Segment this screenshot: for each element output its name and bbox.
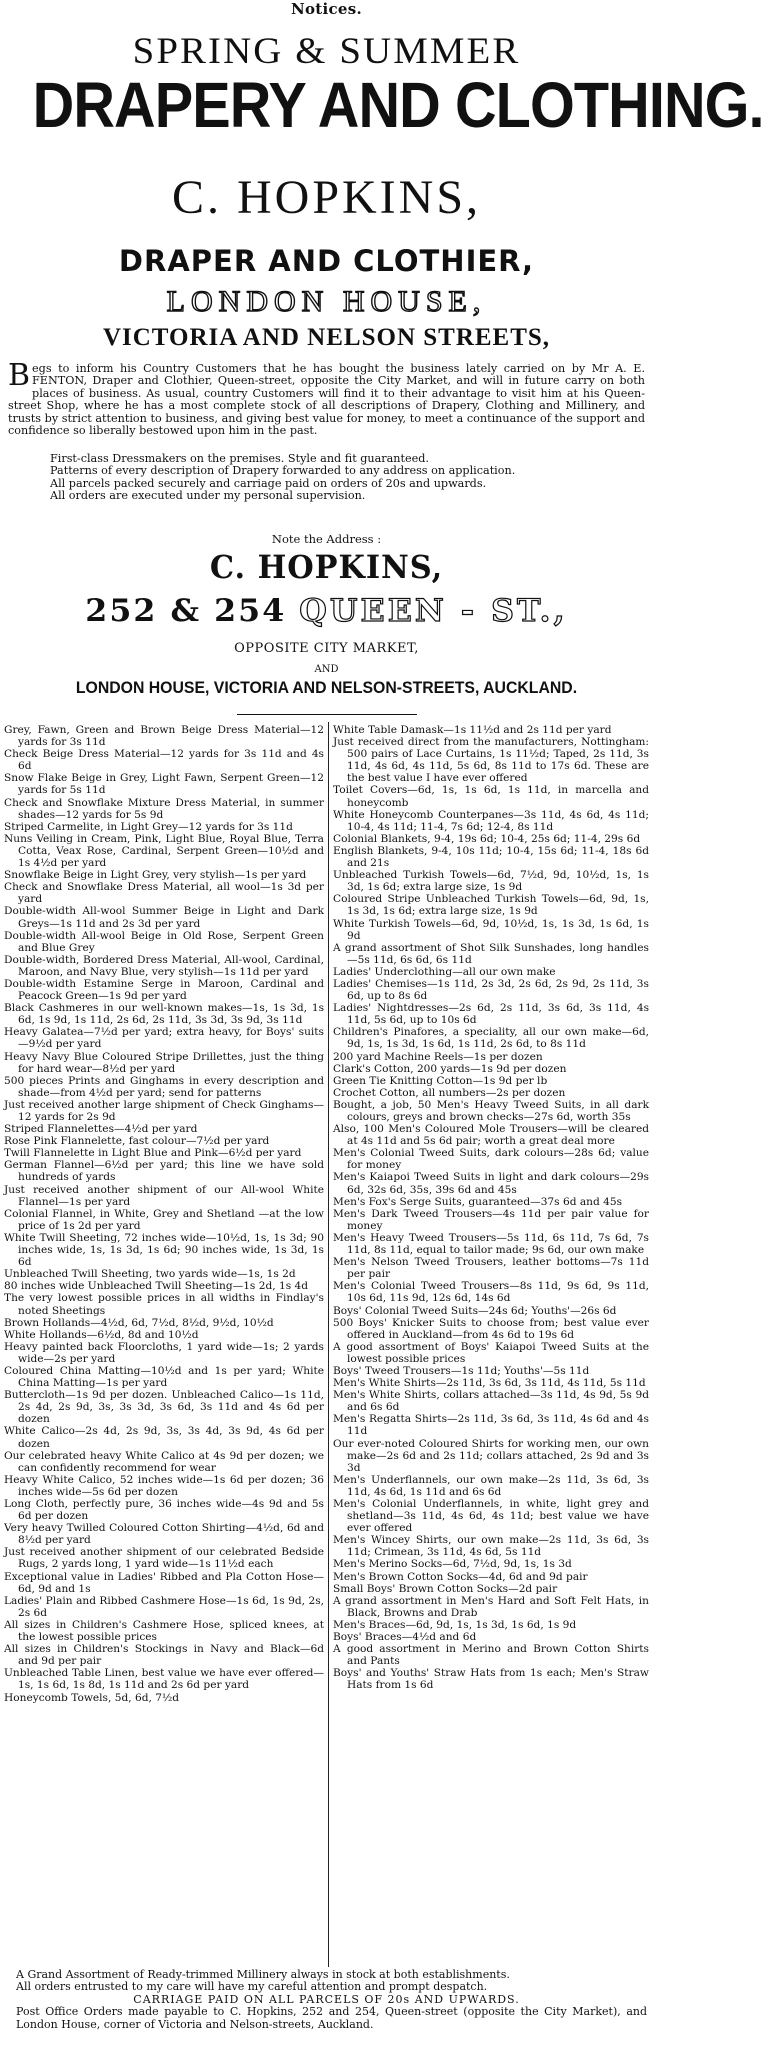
- price-list-item: Just received another large shipment of Check Ginghams—12 yards for 2s 9d: [4, 1098, 324, 1123]
- streets-heading: VICTORIA AND NELSON STREETS,: [102, 324, 551, 351]
- notes-list: [50, 453, 640, 503]
- price-list-item: Heavy Galatea—7½d per yard; extra heavy, for Boys' suits—9½d per yard: [4, 1026, 324, 1051]
- proprietor-name: C. HOPKINS,: [171, 171, 482, 224]
- price-list-item: Check and Snowflake Dress Material, all wool—1s 3d per yard: [4, 881, 324, 906]
- price-list-item: A grand assortment of Shot Silk Sunshades, long handles—5s 11d, 6s 6d, 6s 11d: [333, 941, 649, 966]
- price-list-item: Men's Colonial Underflannels, in white, light grey and shetland—3s 11d, 4s 6d, 4s 11d; best value we have ever offered: [333, 1498, 649, 1535]
- price-list-item: Double-width, Bordered Dress Material, All-wool, Cardinal, Maroon, and Navy Blue, very stylish—1s 11d per yard: [4, 953, 324, 978]
- price-list-item: Unbleached Table Linen, best value we have ever offered—1s, 1s 6d, 1s 8d, 1s 11d and 2s 6d per yard: [4, 1667, 324, 1692]
- price-list-item: Striped Flannelettes—4½d per yard: [4, 1123, 198, 1136]
- price-list-item: White Hollands—6½d, 8d and 10½d: [4, 1328, 199, 1341]
- price-list-item: Bought, a job, 50 Men's Heavy Tweed Suits, in all dark colours, greys and brown checks—27s 6d, worth 35s: [333, 1098, 649, 1123]
- intro-paragraph: [8, 358, 645, 438]
- price-list-item: Small Boys' Brown Cotton Socks—2d pair: [333, 1582, 558, 1595]
- note-line: First-class Dressmakers on the premises. Style and fit guaranteed.: [50, 452, 429, 465]
- price-list-item: Colonial Flannel, in White, Grey and Shetland —at the low price of 1s 2d per yard: [4, 1207, 324, 1232]
- price-list-item: A good assortment of Boys' Kaiapoi Tweed Suits at the lowest possible prices: [333, 1340, 649, 1365]
- price-list-item: Snow Flake Beige in Grey, Light Fawn, Serpent Green—12 yards for 5s 11d: [4, 772, 324, 797]
- price-list-item: Colonial Blankets, 9-4, 19s 6d; 10-4, 25s 6d; 11-4, 29s 6d: [333, 832, 641, 845]
- price-list-item: Clark's Cotton, 200 yards—1s 9d per dozen: [333, 1062, 567, 1075]
- price-list-item: Honeycomb Towels, 5d, 6d, 7½d: [4, 1691, 180, 1704]
- price-list-item: Heavy White Calico, 52 inches wide—1s 6d per dozen; 36 inches wide—5s 6d per dozen: [4, 1473, 324, 1498]
- price-list-item: Double-width All-wool Beige in Old Rose, Serpent Green and Blue Grey: [4, 929, 324, 954]
- price-list-item: German Flannel—6½d per yard; this line we have sold hundreds of yards: [4, 1159, 324, 1184]
- price-list-item: Just received direct from the manufacturers, Nottingham: 500 pairs of Lace Curtains, 1s 11½d; Taped, 2s 11d, 3s 11d, 4s 6d, 4s 11d, 5s 6d, 8s 11d to 17s 6d. These are the best value I have ever offered: [333, 736, 649, 785]
- price-list-item: White Calico—2s 4d, 2s 9d, 3s, 3s 4d, 3s 9d, 4s 6d per dozen: [4, 1425, 324, 1450]
- price-list-item: White Twill Sheeting, 72 inches wide—10½d, 1s, 1s 3d; 90 inches wide, 1s, 1s 3d, 1s 6d; 90 inches wide, 1s 3d, 1s 6d: [4, 1231, 324, 1269]
- price-list-item: Our ever-noted Coloured Shirts for working men, our own make—2s 6d and 2s 11d; collars attached, 2s 9d and 3s 3d: [333, 1437, 649, 1474]
- footer-millinery: A Grand Assortment of Ready-trimmed Millinery always in stock at both establishments.: [16, 1968, 510, 1981]
- price-list-item: Men's Braces—6d, 9d, 1s, 1s 3d, 1s 6d, 1s 9d: [333, 1618, 577, 1631]
- price-list-item: All sizes in Children's Cashmere Hose, spliced knees, at the lowest possible prices: [4, 1618, 324, 1644]
- price-list-item: Boys' and Youths' Straw Hats from 1s each; Men's Straw Hats from 1s 6d: [333, 1667, 649, 1692]
- price-list-item: Green Tie Knitting Cotton—1s 9d per lb: [333, 1074, 548, 1087]
- address-and: AND: [314, 664, 339, 675]
- footer-carriage: CARRIAGE PAID ON ALL PARCELS OF 20s AND UPWARDS.: [133, 1992, 520, 2006]
- left-price-column: [4, 724, 324, 1704]
- price-list-item: Ladies' Nightdresses—2s 6d, 2s 11d, 3s 6d, 3s 11d, 4s 11d, 5s 6d, up to 10s 6d: [333, 1002, 649, 1027]
- house-heading: LONDON HOUSE,: [166, 285, 487, 318]
- price-list-item: Double-width All-wool Summer Beige in Light and Dark Greys—1s 11d and 2s 3d per yard: [4, 905, 324, 930]
- street-number: 252 & 254: [85, 593, 287, 629]
- note-line: Patterns of every description of Drapery forwarded to any address on application.: [50, 464, 516, 478]
- price-list-item: Men's Fox's Serge Suits, guaranteed—37s 6d and 45s: [333, 1195, 623, 1208]
- price-list-item: 200 yard Machine Reels—1s per dozen: [333, 1050, 543, 1063]
- price-list-item: Men's White Shirts, collars attached—3s 11d, 4s 9d, 5s 9d and 6s 6d: [333, 1389, 649, 1414]
- price-list-item: Rose Pink Flannelette, fast colour—7½d per yard: [4, 1135, 270, 1148]
- price-list-item: Our celebrated heavy White Calico at 4s 9d per dozen; we can confidently recommend for wear: [4, 1449, 324, 1474]
- price-list-item: Boys' Braces—4½d and 6d: [333, 1631, 477, 1644]
- price-list-item: Men's Underflannels, our own make—2s 11d, 3s 6d, 3s 11d, 4s 6d, 1s 11d and 6s 6d: [333, 1473, 649, 1498]
- price-list-item: Men's Brown Cotton Socks—4d, 6d and 9d pair: [333, 1570, 588, 1583]
- footer-post-office: Post Office Orders made payable to C. Hopkins, 252 and 254, Queen-street (opposite the City Market), and London House, corner of Victoria and Nelson-streets, Auckland.: [16, 2005, 647, 2031]
- price-list-item: Exceptional value in Ladies' Ribbed and Pla Cotton Hose—6d, 9d and 1s: [4, 1570, 324, 1595]
- price-list-item: Ladies' Plain and Ribbed Cashmere Hose—1s 6d, 1s 9d, 2s, 2s 6d: [4, 1594, 324, 1619]
- footer: [6, 1969, 647, 2031]
- price-list-item: Snowflake Beige in Light Grey, very stylish—1s per yard: [4, 869, 307, 882]
- season-heading: SPRING & SUMMER: [132, 31, 521, 72]
- street-name: QUEEN - ST.,: [299, 593, 568, 629]
- address-opposite: OPPOSITE CITY MARKET,: [234, 641, 419, 656]
- price-list-item: Men's Colonial Tweed Trousers—8s 11d, 9s 6d, 9s 11d, 10s 6d, 11s 9d, 12s 6d, 14s 6d: [333, 1280, 649, 1305]
- price-list-item: 500 Boys' Knicker Suits to choose from; best value ever offered in Auckland—from 4s 6d to 19s 6d: [333, 1316, 649, 1341]
- price-list-item: Long Cloth, perfectly pure, 36 inches wide—4s 9d and 5s 6d per dozen: [4, 1498, 324, 1523]
- divider-rule: [237, 714, 417, 715]
- price-list-item: Twill Flannelette in Light Blue and Pink—6½d per yard: [4, 1147, 302, 1160]
- price-list-item: Just received another shipment of our All-wool White Flannel—1s per yard: [4, 1183, 324, 1208]
- price-list-item: Ladies' Underclothing—all our own make: [333, 965, 556, 978]
- note-line: All parcels packed securely and carriage paid on orders of 20s and upwards.: [50, 476, 487, 490]
- intro-text: egs to inform his Country Customers that he has bought the business lately carried on by Mr A. E. FENTON, Draper and Clothier, Queen-street, opposite the City Market, and will in future carry on both places of business. As usual, country Customers will find it to their advantage to visit him at his Queen-street Shop, where he has a most complete stock of all descriptions of Drapery, Clothing and Millinery, and trusts by strict attention to business, and giving best value for money, to meet a continuance of the support and confidence so liberally bestowed upon him in the past.: [8, 362, 645, 438]
- price-list-item: Men's Merino Socks—6d, 7½d, 9d, 1s, 1s 3d: [333, 1558, 572, 1571]
- right-price-column: [333, 724, 649, 1692]
- price-list-item: Men's White Shirts—2s 11d, 3s 6d, 3s 11d, 4s 11d, 5s 11d: [333, 1377, 646, 1390]
- price-list-item: Check and Snowflake Mixture Dress Material, in summer shades—12 yards for 5s 9d: [4, 796, 324, 821]
- note-address-label: Note the Address :: [271, 532, 382, 546]
- price-list-item: White Turkish Towels—6d, 9d, 10½d, 1s, 1s 3d, 1s 6d, 1s 9d: [333, 917, 649, 942]
- price-list-item: The very lowest possible prices in all widths in Findlay's noted Sheetings: [4, 1292, 324, 1317]
- price-list-item: Also, 100 Men's Coloured Mole Trousers—will be cleared at 4s 11d and 5s 6d pair; worth a great deal more: [333, 1123, 649, 1148]
- price-list-item: Heavy Navy Blue Coloured Stripe Drillettes, just the thing for hard wear—8½d per yard: [4, 1050, 324, 1075]
- price-list-item: Toilet Covers—6d, 1s, 1s 6d, 1s 11d, in marcella and honeycomb: [333, 784, 649, 809]
- trade-heading: DRAPER AND CLOTHIER,: [118, 244, 535, 278]
- price-list-item: Just received another shipment of our celebrated Bedside Rugs, 2 yards long, 1 yard wide—1s 11½d each: [4, 1546, 324, 1571]
- price-list-item: Unbleached Turkish Towels—6d, 7½d, 9d, 10½d, 1s, 1s 3d, 1s 6d; extra large size, 1s 9d: [333, 869, 649, 894]
- price-list-item: All sizes in Children's Stockings in Navy and Black—6d and 9d per pair: [4, 1643, 324, 1668]
- drop-cap: B: [8, 358, 31, 393]
- price-list-item: Coloured China Matting—10½d and 1s per yard; White China Matting—1s per yard: [4, 1364, 324, 1390]
- price-list-item: Check Beige Dress Material—12 yards for 3s 11d and 4s 6d: [4, 748, 324, 773]
- price-list-item: Striped Carmelite, in Light Grey—12 yards for 3s 11d: [4, 820, 293, 833]
- price-list-item: Unbleached Twill Sheeting, two yards wide—1s, 1s 2d: [4, 1268, 296, 1281]
- address-name: C. HOPKINS,: [209, 548, 444, 586]
- price-list-item: Men's Wincey Shirts, our own make—2s 11d, 3s 6d, 3s 11d; Crimean, 3s 11d, 4s 6d, 5s 11d: [333, 1534, 649, 1559]
- price-list-item: White Table Damask—1s 11½d and 2s 11d per yard: [333, 724, 612, 736]
- footer-orders: All orders entrusted to my care will have my careful attention and prompt despatch.: [16, 1980, 488, 1994]
- price-list-item: Buttercloth—1s 9d per dozen. Unbleached Calico—1s 11d, 2s 4d, 2s 9d, 3s, 3s 3d, 3s 6d, 3s 11d and 4s 6d per dozen: [4, 1389, 324, 1426]
- section-heading: Notices.: [290, 0, 363, 18]
- price-list-item: Brown Hollands—4½d, 6d, 7½d, 8½d, 9½d, 10½d: [4, 1316, 274, 1329]
- price-list-item: Men's Heavy Tweed Trousers—5s 11d, 6s 11d, 7s 6d, 7s 11d, 8s 11d, equal to tailor made; 9s 6d, our own make: [333, 1231, 649, 1257]
- price-list-item: Boys' Colonial Tweed Suits—24s 6d; Youths'—26s 6d: [333, 1304, 617, 1317]
- price-list-item: Coloured Stripe Unbleached Turkish Towels—6d, 9d, 1s, 1s 3d, 1s 6d; extra large size, 1s 9d: [333, 893, 649, 918]
- price-list-item: Men's Dark Tweed Trousers—4s 11d per pair value for money: [333, 1207, 649, 1232]
- price-list-item: 80 inches wide Unbleached Twill Sheeting—1s 2d, 1s 4d: [4, 1280, 309, 1293]
- price-list-item: Grey, Fawn, Green and Brown Beige Dress Material—12 yards for 3s 11d: [4, 724, 324, 749]
- address-street: [0, 593, 660, 629]
- price-list-item: Heavy painted back Floorcloths, 1 yard wide—1s; 2 yards wide—2s per yard: [4, 1340, 324, 1365]
- price-list-item: English Blankets, 9-4, 10s 11d; 10-4, 15s 6d; 11-4, 18s 6d and 21s: [333, 844, 649, 870]
- price-list-item: 500 pieces Prints and Ginghams in every description and shade—from 4½d per yard; send for patterns: [4, 1074, 324, 1099]
- price-list-item: Crochet Cotton, all numbers—2s per dozen: [333, 1086, 566, 1099]
- price-list-item: A good assortment in Merino and Brown Cotton Shirts and Pants: [333, 1643, 649, 1668]
- price-list-item: Men's Colonial Tweed Suits, dark colours—28s 6d; value for money: [333, 1147, 649, 1172]
- price-list-item: Ladies' Chemises—1s 11d, 2s 3d, 2s 6d, 2s 9d, 2s 11d, 3s 6d, up to 8s 6d: [333, 977, 649, 1003]
- price-list-item: Boys' Tweed Trousers—1s 11d; Youths'—5s 11d: [333, 1364, 590, 1377]
- price-list-item: Double-width Estamine Serge in Maroon, Cardinal and Peacock Green—1s 9d per yard: [4, 977, 324, 1003]
- note-line: All orders are executed under my personal supervision.: [50, 489, 366, 503]
- price-list-item: Men's Nelson Tweed Trousers, leather bottoms—7s 11d per pair: [333, 1256, 649, 1281]
- price-list-item: Black Cashmeres in our well-known makes—1s, 1s 3d, 1s 6d, 1s 9d, 1s 11d, 2s 6d, 2s 11d, 3s 3d, 3s 9d, 3s 11d: [4, 1002, 324, 1027]
- price-list-item: Very heavy Twilled Coloured Cotton Shirting—4½d, 6d and 8½d per yard: [4, 1522, 324, 1547]
- column-divider: [328, 722, 329, 1967]
- price-list-item: Men's Regatta Shirts—2s 11d, 3s 6d, 3s 11d, 4s 6d and 4s 11d: [333, 1413, 649, 1438]
- price-list-item: A grand assortment in Men's Hard and Soft Felt Hats, in Black, Browns and Drab: [333, 1594, 649, 1619]
- price-list-item: Nuns Veiling in Cream, Pink, Light Blue, Royal Blue, Terra Cotta, Veax Rose, Cardinal, Serpent Green—10½d and 1s 4½d per yard: [4, 832, 324, 870]
- price-list-item: Children's Pinafores, a speciality, all our own make—6d, 9d, 1s, 1s 3d, 1s 6d, 1s 11d, 2s 6d, to 8s 11d: [333, 1026, 649, 1051]
- main-title: DRAPERY AND CLOTHING.: [32, 69, 764, 141]
- price-list-item: Men's Kaiapoi Tweed Suits in light and dark colours—29s 6d, 32s 6d, 35s, 39s 6d and 45s: [333, 1171, 649, 1196]
- address-location: LONDON HOUSE, VICTORIA AND NELSON-STREETS, AUCKLAND.: [75, 678, 578, 697]
- price-list-item: White Honeycomb Counterpanes—3s 11d, 4s 6d, 4s 11d; 10-4, 4s 11d; 11-4, 7s 6d; 12-4, 8s 11d: [333, 808, 649, 833]
